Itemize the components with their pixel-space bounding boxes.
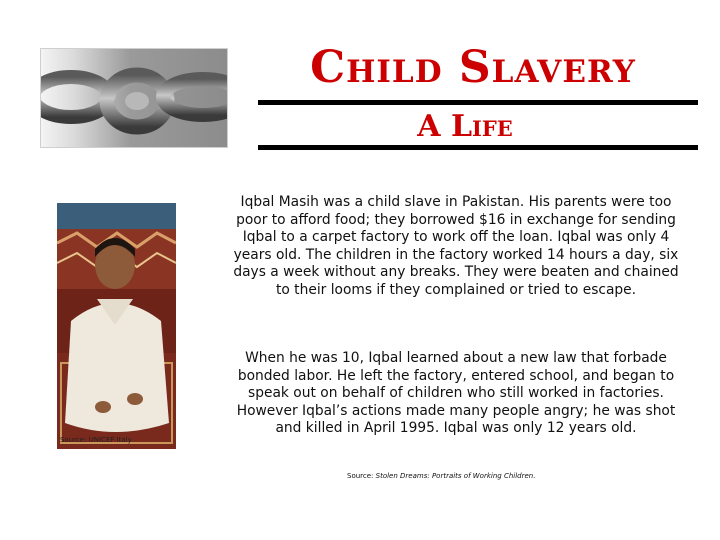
photo-credit: Source: UNICEF Italy — [60, 436, 132, 444]
slide-subtitle: A Life — [417, 109, 513, 144]
title-divider-bottom — [258, 145, 698, 150]
source-title: Stolen Dreams: Portraits of Working Children. — [375, 472, 536, 480]
title-divider-top — [258, 100, 698, 105]
source-prefix: Source: — [347, 472, 376, 480]
slide-title: Child Slavery — [310, 42, 636, 93]
chain-link-image — [40, 48, 228, 148]
boy-portrait-icon — [57, 203, 176, 449]
source-citation — [347, 472, 535, 480]
story-paragraph-2: When he was 10, Iqbal learned about a new law that forbade bonded labor. He left the factory, entered school, and began to speak out on behalf of children who still worked in factories. However Iqbal’s actions made many people angry; he was shot and killed in April 1995. Iqbal was only 12 years old. — [236, 350, 676, 437]
chain-link-icon — [41, 49, 228, 148]
boy-portrait-image — [57, 203, 176, 449]
story-paragraph-1: Iqbal Masih was a child slave in Pakistan. His parents were too poor to afford food; they borrowed $16 in exchange for sending Iqbal to a carpet factory to work off the loan. Iqbal was only 4 years old. The children in the factory worked 14 hours a day, six days a week without any breaks. They were beaten and chained to their looms if they complained or tried to escape. — [233, 194, 679, 298]
